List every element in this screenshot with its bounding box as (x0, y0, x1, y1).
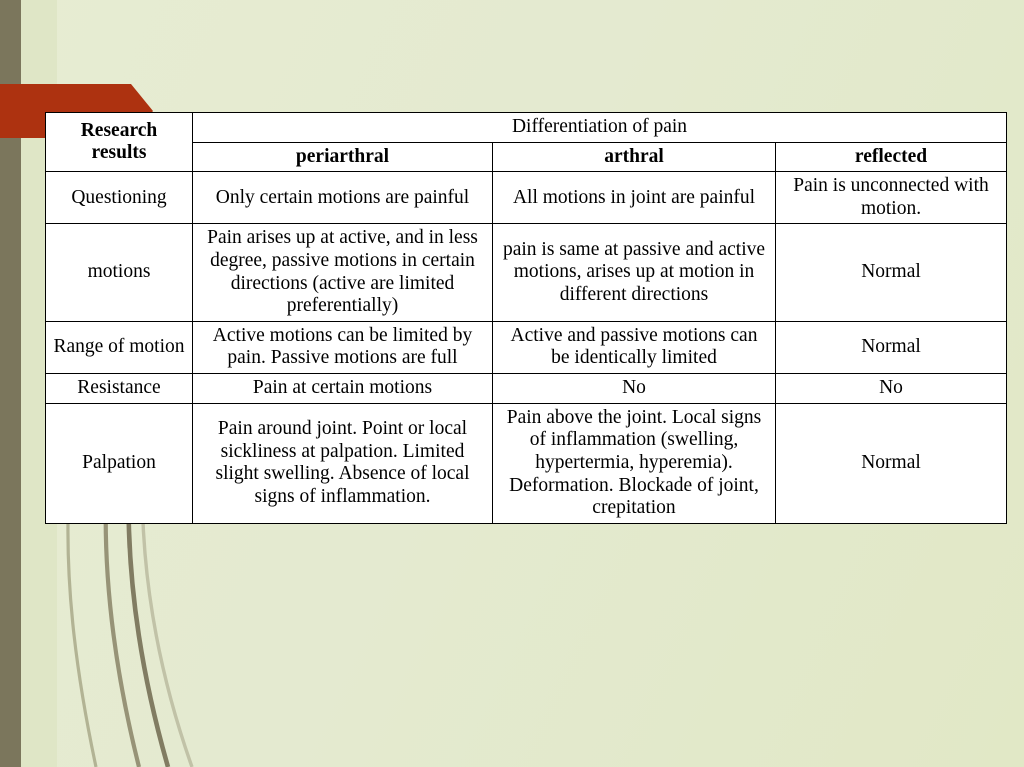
table-row (46, 374, 1007, 404)
cell-range-of-motion-reflected: Normal (776, 321, 1007, 373)
row-label-range-of-motion: Range of motion (46, 321, 193, 373)
cell-motions-arthral: pain is same at passive and active motions, arises up at motion in different directions (493, 224, 776, 321)
table-header-row-group (46, 113, 1007, 143)
pain-differentiation-table (45, 112, 1007, 524)
column-header-arthral: arthral (493, 142, 776, 172)
cell-palpation-reflected: Normal (776, 403, 1007, 523)
table-group-header: Differentiation of pain (193, 113, 1007, 143)
cell-resistance-arthral: No (493, 374, 776, 404)
cell-range-of-motion-periarthral: Active motions can be limited by pain. Passive motions are full (193, 321, 493, 373)
cell-palpation-arthral: Pain above the joint. Local signs of inflammation (swelling, hypertermia, hyperemia). Deformation. Blockade of joint, crepitation (493, 403, 776, 523)
table-row (46, 403, 1007, 523)
cell-range-of-motion-arthral: Active and passive motions can be identically limited (493, 321, 776, 373)
cell-questioning-reflected: Pain is unconnected with motion. (776, 172, 1007, 224)
column-header-periarthral: periarthral (193, 142, 493, 172)
cell-motions-reflected: Normal (776, 224, 1007, 321)
row-label-resistance: Resistance (46, 374, 193, 404)
cell-motions-periarthral: Pain arises up at active, and in less degree, passive motions in certain directions (active are limited preferentially) (193, 224, 493, 321)
table-row (46, 321, 1007, 373)
cell-questioning-periarthral: Only certain motions are painful (193, 172, 493, 224)
cell-resistance-reflected: No (776, 374, 1007, 404)
table-row (46, 172, 1007, 224)
column-header-reflected: reflected (776, 142, 1007, 172)
row-label-motions: motions (46, 224, 193, 321)
cell-resistance-periarthral: Pain at certain motions (193, 374, 493, 404)
table-corner-label: Research results (46, 113, 193, 172)
cell-questioning-arthral: All motions in joint are painful (493, 172, 776, 224)
row-label-questioning: Questioning (46, 172, 193, 224)
row-label-palpation: Palpation (46, 403, 193, 523)
cell-palpation-periarthral: Pain around joint. Point or local sickliness at palpation. Limited slight swelling. Absence of local signs of inflammation. (193, 403, 493, 523)
table-row (46, 224, 1007, 321)
comparison-table-container (45, 112, 1006, 524)
